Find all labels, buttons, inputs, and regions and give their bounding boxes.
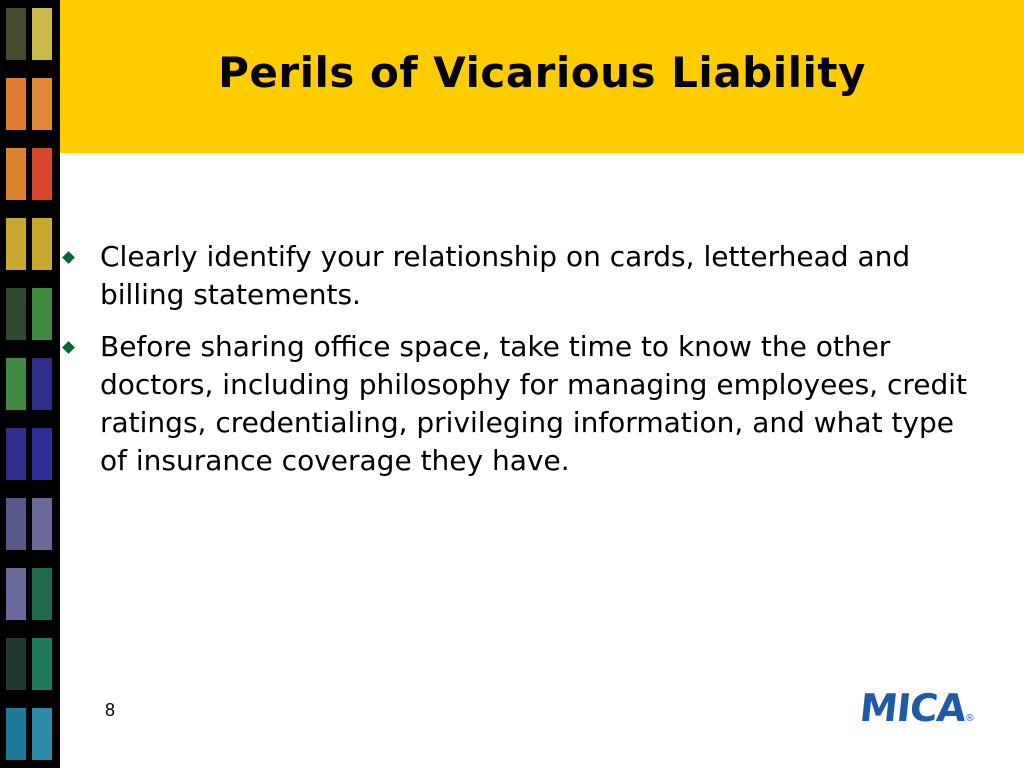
bullet-item xyxy=(62,238,982,314)
diamond-bullet-icon xyxy=(62,341,75,354)
decorative-tile xyxy=(6,358,26,410)
decorative-tile xyxy=(32,358,52,410)
decorative-tile xyxy=(6,428,26,480)
bullet-text: Clearly identify your relationship on cards, letterhead and billing statements. xyxy=(100,240,911,311)
bullet-text: Before sharing office space, take time to know the other doctors, including philosophy for managing employees, credit ratings, credentialing, privileging information, and what type of insurance coverage they have. xyxy=(100,330,968,477)
decorative-tile xyxy=(6,638,26,690)
decorative-tile xyxy=(6,8,26,60)
decorative-tile xyxy=(32,148,52,200)
decorative-tile xyxy=(32,288,52,340)
decorative-tile xyxy=(6,498,26,550)
decorative-tile xyxy=(32,8,52,60)
decorative-tile xyxy=(32,638,52,690)
header-band xyxy=(60,0,1024,153)
decorative-tile xyxy=(6,288,26,340)
registered-mark-icon: ® xyxy=(966,713,974,724)
decorative-tile xyxy=(32,708,52,760)
decorative-tile xyxy=(6,568,26,620)
slide-title: Perils of Vicarious Liability xyxy=(218,48,866,97)
page-number: 8 xyxy=(105,700,116,720)
decorative-tile xyxy=(32,78,52,130)
decorative-tile xyxy=(6,78,26,130)
decorative-tile xyxy=(32,428,52,480)
decorative-tile xyxy=(6,218,26,270)
decorative-tile xyxy=(32,498,52,550)
diamond-bullet-icon xyxy=(62,251,75,264)
decorative-tile xyxy=(32,218,52,270)
bullet-item xyxy=(62,328,982,480)
mica-logo xyxy=(857,686,974,730)
decorative-tile xyxy=(32,568,52,620)
decorative-tile xyxy=(6,708,26,760)
logo-text: MICA xyxy=(857,686,968,730)
decorative-tile xyxy=(6,148,26,200)
side-decorative-strip xyxy=(0,0,60,768)
bullet-list xyxy=(62,238,982,494)
